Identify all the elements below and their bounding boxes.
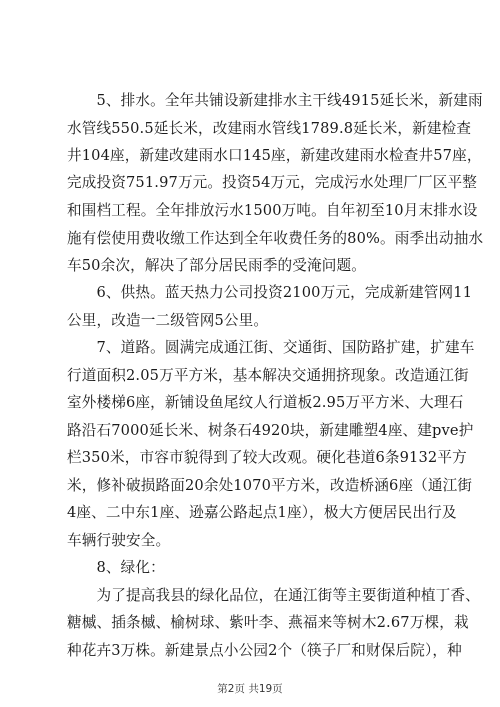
text-line: 井104座，新建改建雨水口145座，新建改建雨水检查井57座， [67, 147, 482, 164]
text-line: 施有偿使用费收缴工作达到全年收费任务的80%。雨季出动抽水 [67, 230, 484, 247]
text-line: 完成投资751.97万元。投资54万元，完成污水处理厂厂区平整 [67, 174, 477, 191]
text-line: 行道面积2.05万平方米，基本解决交通拥挤现象。改造通江街 [67, 367, 469, 384]
text-line: 6、供热。蓝天热力公司投资2100万元，完成新建管网11 [67, 284, 473, 301]
text-line: 糖槭、插条槭、榆树球、紫叶李、燕福来等树木2.67万棵，栽 [67, 614, 469, 631]
text-line: 种花卉3万株。新建景点小公园2个（筷子厂和财保后院），种 [67, 642, 462, 659]
text-line: 4座、二中东1座、逊嘉公路起点1座），极大方便居民出行及 [67, 504, 457, 521]
text-line: 为了提高我县的绿化品位，在通江街等主要街道种植丁香、 [67, 587, 480, 604]
text-line: 公里，改造一二级管网5公里。 [67, 312, 269, 329]
text-line: 车辆行驶安全。 [67, 532, 171, 549]
text-line: 车50余次，解决了部分居民雨季的受淹问题。 [67, 257, 367, 274]
text-line: 5、排水。全年共铺设新建排水主干线4915延长米，新建雨 [67, 92, 483, 109]
text-line: 栏350米，市容市貌得到了较大改观。硬化巷道6条9132平方 [67, 449, 467, 466]
page-footer: 第2页 共19页 [217, 683, 283, 695]
text-line: 米，修补破损路面20余处1070平方米，改造桥涵6座（通江街 [67, 477, 473, 494]
text-line: 8、绿化： [67, 559, 165, 576]
text-line: 路沿石7000延长米、树条石4920块，新建雕塑4座、建pve护 [67, 422, 474, 439]
text-line: 室外楼梯6座，新铺设鱼尾纹人行道板2.95万平方米、大理石 [67, 394, 464, 411]
text-line: 7、道路。圆满完成通江街、交通街、国防路扩建，扩建车 [67, 339, 475, 356]
text-line: 水管线550.5延长米，改建雨水管线1789.8延长米，新建检查 [67, 120, 472, 137]
text-line: 和围档工程。全年排放污水1500万吨。自年初至10月末排水设 [67, 202, 478, 219]
